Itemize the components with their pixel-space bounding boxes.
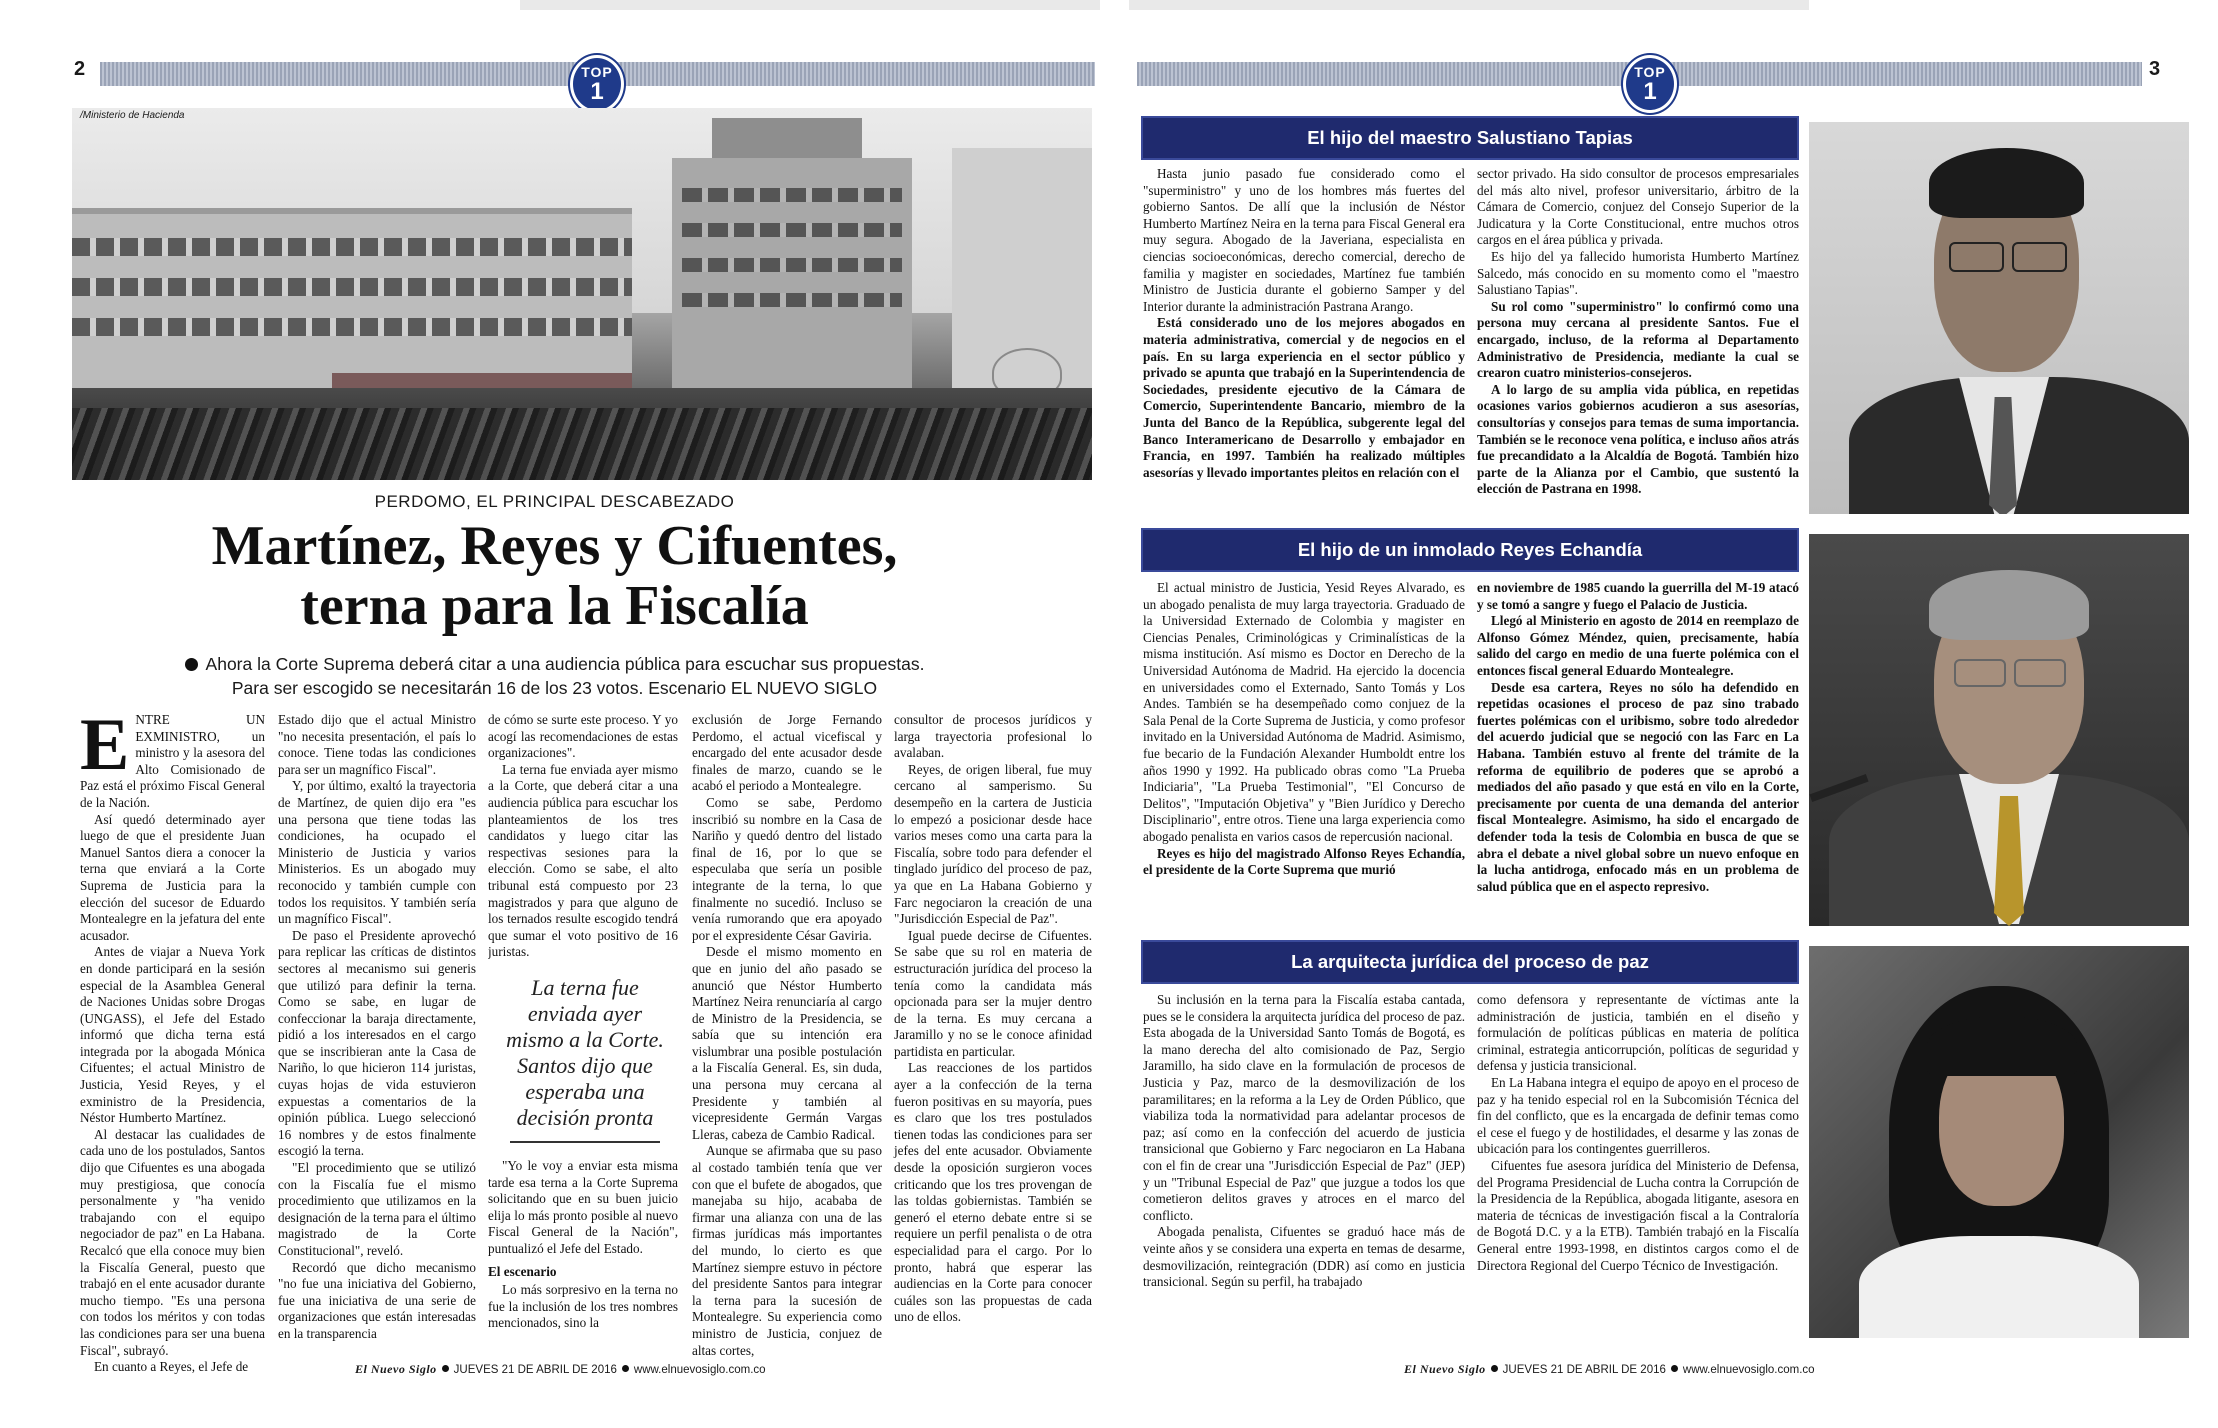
- pull-quote-text: La terna fue enviada ayer mismo a la Corte. Santos dijo que esperaba una decisión pronta: [506, 975, 664, 1130]
- paragraph: El actual ministro de Justicia, Yesid Reyes Alvarado, es un abogado penalista de muy larga trayectoria. Graduado de la Universidad Externado de Colombia y magister en Ciencias Penales, Criminológicas y Criminalísticas de la misma institución. Así mismo es Doctor en Derecho de la Universidad Autónoma de Madrid. Ha ejercido la docencia en universidades como el Externado, Santo Tomás y Los Andes. También se ha desempeñado como conjuez de la Sala Penal de la Corte Suprema de Justicia, y como profesor invitado en la Universidad Autónoma de Madrid. Asimismo, fue becario de la Fundación Alexander Humboldt entre los años 1990 y 1992. Ha publicado obras como "La Prueba Indiciaria", "La Prueba Testimonial", "El Concurso de Delitos", "Imputación Objetiva" y "Bien Jurídico y Derecho Disciplinario", entre otros. Tiene una larga experiencia como abogado penalista en varios casos de repercusión nacional.: [1143, 580, 1465, 844]
- pull-quote-rule: [510, 1141, 660, 1143]
- cifuentes-portrait: [1809, 946, 2189, 1338]
- section-title-cifuentes: La arquitecta jurídica del proceso de paz: [1141, 940, 1799, 984]
- right-page: [1109, 0, 2218, 1428]
- martinez-portrait: [1809, 122, 2189, 514]
- article-column-5: [894, 712, 1092, 1326]
- paragraph: Las reacciones de los partidos ayer a la confección de la terna fueron positivas en su mayoría, pues es claro que los tres postulados tienen todas las condiciones para ser jefes del ente acusador. Obviamente desde la oposición surgieron voces criticando que los tres provengan de las toldas gobiernistas. También se generó el eterno debate entre si se requiere un perfil penalista o de otra especialidad para el cargo. Por lo pronto, habrá que esperar las audiencias en la Corte para conocer cuáles son las propuestas de cada uno de ellos.: [894, 1060, 1092, 1325]
- paragraph: Desde esa cartera, Reyes no sólo ha defendido en repetidas ocasiones el proceso de paz sino trabado fuertes polémicas con el uribismo, sobre todo alrededor del acuerdo judicial que se negoció con las Farc en La Habana. También estuvo al frente del trámite de la reforma de equilibrio de poderes que se aprobó a mediados del año pasado y que está en vilo en la Corte, precisamente por cuenta de una demanda del anterior fiscal Montealegre. Asimismo, ha sido el encargado de defender toda la tesis de Colombia en busca de que se abra el debate a nivel global sobre un nuevo enfoque en la lucha antidroga, enfocado más en un problema de salud pública que en el aspecto represivo.: [1477, 679, 1799, 894]
- paragraph: Y, por último, exaltó la trayectoria de Martínez, de quien dijo era "es una persona que tiene todas las condiciones, ha ocupado el Ministerio de Justicia y varios Ministerios. Es un abogado muy reconocido y también cumple con todos los requisitos. Y también sería un magnífico Fiscal".: [278, 778, 476, 927]
- newspaper-logo: El Nuevo Siglo: [355, 1362, 437, 1376]
- paragraph: en noviembre de 1985 cuando la guerrilla del M-19 atacó y se tomó a sangre y fuego el Palacio de Justicia.: [1477, 580, 1799, 612]
- paragraph: Recordó que dicho mecanismo "no fue una iniciativa del Gobierno, fue una iniciativa de una serie de organizaciones que están interesadas en la transparencia: [278, 1259, 476, 1341]
- paragraph: Reyes es hijo del magistrado Alfonso Reyes Echandía, el presidente de la Corte Suprema que murió: [1143, 845, 1465, 878]
- dropcap: E: [80, 704, 130, 786]
- paragraph: "El procedimiento que se utilizó con la Fiscalía fue el mismo procedimiento que utilizamos en la designación de la terna para el último magistrado de la Corte Constitucional", reveló.: [278, 1160, 476, 1258]
- paragraph: Llegó al Ministerio en agosto de 2014 en reemplazo de Alfonso Gómez Méndez, quien, precisamente, había salido del cargo en medio de una fuerte polémica con el entonces fiscal general Eduardo Montealegre.: [1477, 613, 1799, 678]
- page-footer: [355, 1362, 766, 1377]
- paragraph: De paso el Presidente aprovechó para replicar las críticas de distintos sectores al mecanismo sui generis que utilizó para definir la terna. Como se sabe, en lugar de confeccionar la baraja directamente, pidió a los interesados en el cargo que se inscribieran ante la Casa de Nariño, lo que hicieron 114 juristas, cuyas hojas de vida estuvieron expuestas a comentarios de la opinión pública. Luego seleccionó 16 nombres y de estos finalmente escogió la terna.: [278, 927, 476, 1159]
- headline-line-2: terna para la Fiscalía: [300, 575, 809, 637]
- reyes-portrait: [1809, 534, 2189, 926]
- martinez-column-b: [1477, 166, 1799, 498]
- building-photo: [72, 108, 1092, 480]
- top-strip: [520, 0, 1100, 10]
- paragraph: Lo más sorpresivo en la terna no fue la inclusión de los tres nombres mencionados, sino la: [488, 1282, 678, 1331]
- paragraph: Aunque se afirmaba que su paso al costado también tenía que ver con que el bufete de abogados, que manejaba su hijo, acababa de firmar una alianza con una de las firmas jurídicas más importantes del mundo, lo cierto es que Martínez siempre estuvo in péctore del presidente Santos para integrar la terna para la sucesión de Montealegre. Su experiencia como ministro de Justicia, conjuez de altas cortes,: [692, 1143, 882, 1358]
- badge-label: TOP: [1634, 64, 1666, 80]
- subhead-line-1: Ahora la Corte Suprema deberá citar a una audiencia pública para escuchar sus propuestas.: [205, 654, 925, 674]
- paragraph: Así quedó determinado ayer luego de que el presidente Juan Manuel Santos diera a conocer la terna que enviará a la Corte Suprema de Justicia para la elección del sucesor de Eduardo Montealegre en la jefatura del ente acusador.: [80, 811, 265, 943]
- cifuentes-column-a: [1143, 992, 1465, 1291]
- paragraph: Es hijo del ya fallecido humorista Humberto Martínez Salcedo, más conocido en su momento como el "maestro Salustiano Tapias".: [1477, 248, 1799, 298]
- subhead-line-2: Para ser escogido se necesitarán 16 de los 23 votos. Escenario EL NUEVO SIGLO: [231, 678, 878, 698]
- badge-label: TOP: [581, 64, 613, 80]
- reyes-column-b: [1477, 580, 1799, 895]
- photo-credit: /Ministerio de Hacienda: [80, 110, 185, 121]
- footer-date: JUEVES 21 DE ABRIL DE 2016: [453, 1364, 617, 1376]
- martinez-column-a: [1143, 166, 1465, 481]
- paragraph: Su rol como "superministro" lo confirmó como una persona muy cercana al presidente Santos. Fue el encargado, incluso, de la reforma al Departamento Administrativo de Presidencia, mediante la cual se crearon cuatro ministerios-consejeros.: [1477, 298, 1799, 381]
- pull-quote: [500, 975, 670, 1143]
- section-title-martinez: El hijo del maestro Salustiano Tapias: [1141, 116, 1799, 160]
- reyes-column-a: [1143, 580, 1465, 879]
- footer-url[interactable]: www.elnuevosiglo.com.co: [633, 1364, 766, 1376]
- page-number: 3: [2149, 58, 2161, 80]
- paragraph: Cifuentes fue asesora jurídica del Ministerio de Defensa, del Programa Presidencial de Lucha contra la Corrupción de la Presidencia de la República, abogada litigante, asesora en materia de técnicas de investigación fiscal a la Contraloría de Bogotá D.C. y a la ETB). También trabajó en la Fiscalía General entre 1993-1998, en distintos cargos como el de Directora Regional del Cuerpo Técnico de Investigación.: [1477, 1157, 1799, 1273]
- top-badge: [1623, 55, 1677, 113]
- newspaper-logo: El Nuevo Siglo: [1404, 1362, 1486, 1376]
- article-column-3-top: [488, 712, 678, 962]
- subhead: [0, 652, 1109, 700]
- paragraph: En La Habana integra el equipo de apoyo en el proceso de paz y ha tenido especial rol en la Subcomisión Técnica del fin del conflicto, que es la encargada de definir temas como el cese el fuego y de hostilidades, el desarme y las zonas de ubicación para los contingentes guerrilleros.: [1477, 1074, 1799, 1157]
- paragraph: como defensora y representante de víctimas ante la administración de justicia, también en el diseño y formulación de políticas públicas en materia de política criminal, estrategia anticorrupción, políticas de seguridad y defensa y justicia transicional.: [1477, 992, 1799, 1074]
- article-column-3-bottom: [488, 1158, 678, 1332]
- top-strip: [1129, 0, 1809, 10]
- section-title-reyes: El hijo de un inmolado Reyes Echandía: [1141, 528, 1799, 572]
- paragraph: Desde el mismo momento en que en junio del año pasado se anunció que Néstor Humberto Martínez Neira renunciaría al cargo de Ministro de la Presidencia, se sabía que su intención era vislumbrar una posible postulación a la Fiscalía General. Es, sin duda, una persona muy cercana al Presidente y también al vicepresidente Germán Vargas Lleras, cabeza de Cambio Radical.: [692, 944, 882, 1142]
- paragraph: consultor de procesos jurídicos y larga trayectoria profesional lo avalaban.: [894, 712, 1092, 761]
- paragraph: A lo largo de su amplia vida pública, en repetidas ocasiones varios gobiernos acudieron a sus asesorías, consultorías y consejos para temas de suma importancia. También se le reconoce vena política, e incluso años atrás fue precandidato a la Alcaldía de Bogotá. También hizo parte de la Alianza por el Cambio, que sustentó la elección de Pastrana en 1998.: [1477, 381, 1799, 497]
- paragraph: Reyes, de origen liberal, fue muy cercano al samperismo. Su desempeño en la cartera de Justicia lo empezó a posicionar desde hace varios meses como una carta para la Fiscalía, sobre todo para defender el tinglado jurídico del proceso de paz, ya que en La Habana Gobierno y Farc negociaron la creación de una "Jurisdicción Especial de Paz".: [894, 761, 1092, 927]
- badge-number: 1: [1643, 78, 1657, 105]
- paragraph: En cuanto a Reyes, el Jefe de: [94, 1359, 249, 1375]
- paragraph: exclusión de Jorge Fernando Perdomo, el actual vicefiscal y encargado del ente acusador desde finales de marzo, cuando se le acabó el periodo a Montealegre.: [692, 712, 882, 794]
- paragraph: Estado dijo que el actual Ministro "no necesita presentación, el país lo conoce. Tiene todas las condiciones para ser un magnífico Fiscal".: [278, 712, 476, 777]
- badge-number: 1: [590, 78, 604, 105]
- article-column-4: [692, 712, 882, 1359]
- cifuentes-column-b: [1477, 992, 1799, 1274]
- paragraph: Al destacar las cualidades de cada uno de los postulados, Santos dijo que Cifuentes es una abogada muy prestigiosa, que conocía personalmente y "ha venido trabajando con el equipo negociador de paz" en La Habana. Recalcó que ella conoce muy bien la Fiscalía General, puesto que trabajó en el ente acusador durante mucho tiempo. "Es una persona con todos los méritos y con todas las condiciones para ser una buena Fiscal", subrayó.: [80, 1126, 265, 1358]
- article-column-2: [278, 712, 476, 1343]
- footer-date: JUEVES 21 DE ABRIL DE 2016: [1502, 1364, 1666, 1376]
- paragraph: sector privado. Ha sido consultor de procesos empresariales del más alto nivel, profesor universitario, árbitro de la Cámara de Comercio, conjuez del Consejo Superior de la Judicatura y la Corte Constitucional, entre muchos otros cargos en el área pública y privada.: [1477, 166, 1799, 248]
- page-footer: [1404, 1362, 1815, 1377]
- page-number: 2: [74, 58, 86, 80]
- top-badge: [570, 55, 624, 113]
- paragraph: Como se sabe, Perdomo inscribió su nombre en la Casa de Nariño y quedó dentro del listado final de 16, por lo que se especulaba que sería un posible integrante de la terna, lo que finalmente no sucedió. Incluso se venía rumorando que era apoyado por el expresidente César Gaviria.: [692, 794, 882, 943]
- paragraph: Antes de viajar a Nueva York en donde participará en la sesión especial de la Asamblea General de Naciones Unidas sobre Drogas (UNGASS), el Jefe del Estado informó que dicha terna está integrada por la abogada Mónica Cifuentes; el actual Ministro de Justicia, Yesid Reyes, y el exministro de la Presidencia, Néstor Humberto Martínez.: [80, 944, 265, 1126]
- paragraph: "Yo le voy a enviar esta misma tarde esa terna a la Corte Suprema solicitando que en su buen juicio elija lo más pronto posible al nuevo Fiscal General de la Nación", puntualizó el Jefe del Estado.: [488, 1158, 678, 1256]
- paragraph: NTRE UN EXMINISTRO, un ministro y la asesora del Alto Comisionado de Paz está el próximo Fiscal General de la Nación.: [80, 712, 265, 810]
- paragraph: Igual puede decirse de Cifuentes. Se sabe que su rol en materia de estructuración jurídica del proceso la tenía como la candidata más opcionada para ser la mujer dentro de la terna. Es muy cercana a Jaramillo y no se le conoce afinidad partidista en particular.: [894, 927, 1092, 1059]
- paragraph: Está considerado uno de los mejores abogados en materia administrativa, comercial y de negocios en el país. En su larga experiencia en el sector público y privado se apunta que trabajó en la Superintendencia de Sociedades, presidente ejecutivo de la Cámara de Comercio, Superintendente Bancario, miembro de la Junta del Banco de la República, subgerente legal del Banco Interamericano de Desarrollo y embajador en Francia, en 1997. También ha realizado múltiples asesorías y llevado importantes pleitos en relación con el: [1143, 315, 1465, 480]
- article-column-1: [80, 704, 265, 1376]
- headline-line-1: Martínez, Reyes y Cifuentes,: [211, 515, 898, 577]
- kicker: PERDOMO, EL PRINCIPAL DESCABEZADO: [374, 492, 735, 511]
- paragraph: Hasta junio pasado fue considerado como el "superministro" y uno de los hombres más fuertes del gobierno Santos. De allí que la inclusión de Néstor Humberto Martínez Neira en la terna para Fiscal General era muy segura. Abogado de la Javeriana, especialista en ciencias socioeconómicas, derecho comercial, derecho de familia y magister en sociedades, Martínez fue también Ministro de Justicia durante el gobierno Samper y del Interior durante la administración Pastrana Arango.: [1143, 166, 1465, 314]
- paragraph: La terna fue enviada ayer mismo a la Corte, que deberá citar a una audiencia pública para escuchar los planteamientos de los tres candidatos y luego citar las respectivas sesiones para la elección. Como se sabe, el alto tribunal está compuesto por 23 magistrados y para que alguno de los ternados resulte escogido tendrá que sumar el voto positivo de 16 juristas.: [488, 761, 678, 960]
- paragraph: Abogada penalista, Cifuentes se graduó hace más de veinte años y se considera una experta en temas de desarme, desmovilización, reintegración (DDR) así como en justicia transicional. Según su perfil, ha trabajado: [1143, 1224, 1465, 1290]
- paragraph: de cómo se surte este proceso. Y yo acogí las recomendaciones de estas organizaciones".: [488, 712, 678, 761]
- footer-url[interactable]: www.elnuevosiglo.com.co: [1682, 1364, 1815, 1376]
- section-subheading: El escenario: [488, 1263, 557, 1279]
- bullet-icon: [185, 658, 198, 671]
- paragraph: Su inclusión en la terna para la Fiscalía estaba cantada, pues se le considera la arquitecta jurídica del proceso de paz. Esta abogada de la Universidad Santo Tomás de Bogotá, es la mano derecha del alto comisionado de Paz, Sergio Jaramillo, ha sido clave en la formulación de procesos de Justicia y Paz, marco de la desmovilización de los paramilitares; en la reforma a la Ley de Orden Público, que viabiliza toda la normatividad para adelantar procesos de paz; así como en la confección del acuerdo de justicia transicional que Gobierno y Farc negociaron en La Habana con el fin de crear una "Jurisdicción Especial de Paz" (JEP) y un "Tribunal Especial de Paz" que juzgue a todos los que cometieron delitos graves y atroces en el marco del conflicto.: [1143, 992, 1465, 1223]
- headline: [0, 516, 1109, 636]
